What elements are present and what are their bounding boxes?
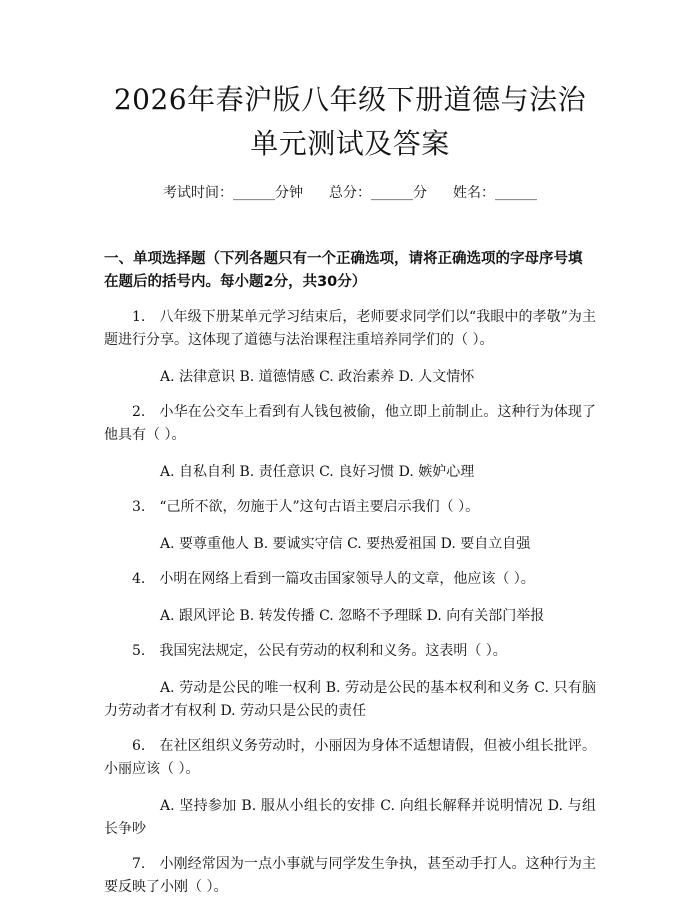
exam-time: 考试时间：______分钟 (163, 185, 303, 201)
question-stem: 7. 小刚经常因为一点小事就与同学发生争执，甚至动手打人。这种行为主要反映了小刚（ ）。 (104, 856, 596, 895)
section-heading: 一、单项选择题（下列各题只有一个正确选项，请将正确选项的字母序号填在题后的括号内。每小题2分，共30分） (104, 251, 583, 290)
question-stem: 4. 小明在网络上看到一篇攻击国家领导人的文章，他应该（ ）。 (132, 571, 535, 587)
exam-total-score: 总分：______分 (329, 185, 427, 201)
question-stem: 3. “己所不欲，勿施于人”这句古语主要启示我们（ ）。 (132, 499, 480, 515)
question-options: A. 坚持参加 B. 服从小组长的安排 C. 向组长解释并说明情况 D. 与组长争吵 (104, 798, 596, 837)
exam-meta (104, 182, 596, 204)
question-options: A. 要尊重他人 B. 要诚实守信 C. 要热爱祖国 D. 要自立自强 (160, 536, 531, 552)
question-options: A. 跟风评论 B. 转发传播 C. 忽略不予理睬 D. 向有关部门举报 (160, 608, 545, 624)
question-options: A. 劳动是公民的唯一权利 B. 劳动是公民的基本权利和义务 C. 只有脑力劳动者才有权利 D. 劳动只是公民的责任 (104, 680, 596, 719)
student-name: 姓名：______ (453, 185, 537, 201)
question-options: A. 法律意识 B. 道德情感 C. 政治素养 D. 人文情怀 (160, 369, 475, 385)
question-options: A. 自私自利 B. 责任意识 C. 良好习惯 D. 嫉妒心理 (160, 464, 475, 480)
question-stem: 6. 在社区组织义务劳动时，小丽因为身体不适想请假，但被小组长批评。小丽应该（ ）。 (104, 738, 596, 777)
question-stem: 5. 我国宪法规定，公民有劳动的权利和义务。这表明（ ）。 (132, 643, 507, 659)
question-stem: 1. 八年级下册某单元学习结束后，老师要求同学们以“我眼中的孝敬”为主题进行分享。这体现了道德与法治课程注重培养同学们的（ ）。 (104, 309, 596, 348)
question-stem: 2. 小华在公交车上看到有人钱包被偷，他立即上前制止。这种行为体现了他具有（ ）。 (104, 404, 596, 443)
document-title: 2026年春沪版八年级下册道德与法治单元测试及答案 (113, 83, 587, 160)
